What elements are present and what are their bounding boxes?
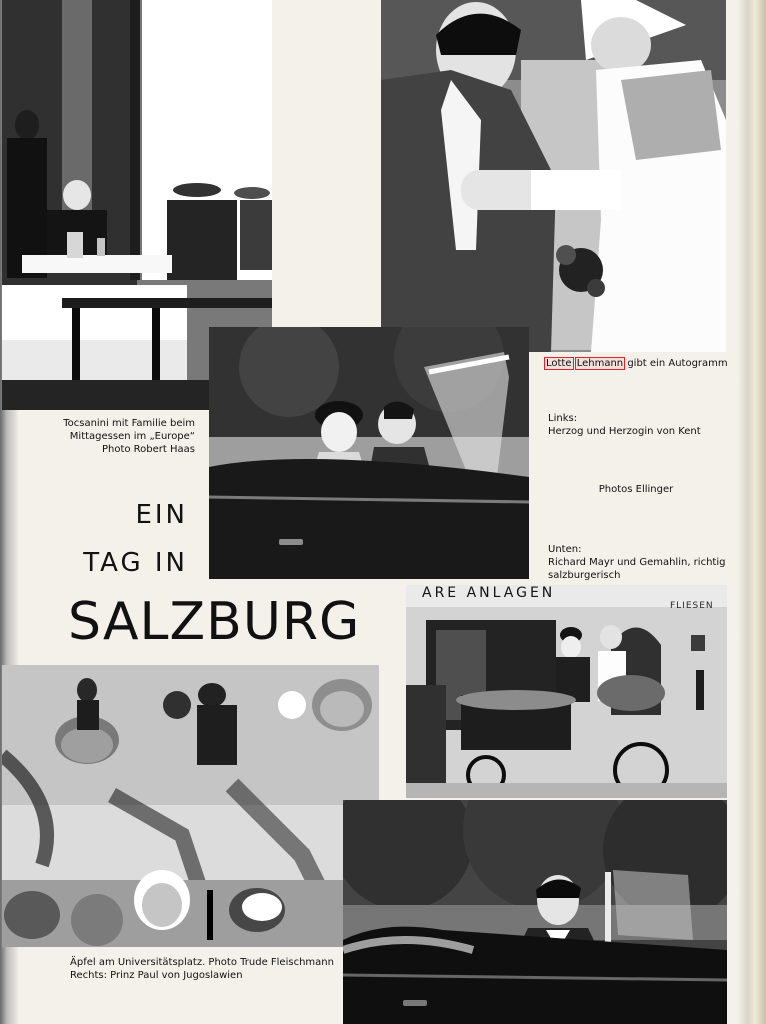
caption-links [548,412,738,438]
shop-sign-right-text: FLIESEN [670,601,714,611]
page-title-salzburg: SALZBURG [68,592,361,652]
caption-lehmann-rest: gibt ein Autogramm [627,358,728,369]
caption-toscanini-line2: Mittagessen im „Europe“ [69,431,195,442]
photo-aepfel-universitaetsplatz [2,665,379,947]
caption-links-text: Herzog und Herzogin von Kent [548,426,701,437]
caption-photos-ellinger: Photos Ellinger [598,484,674,495]
photo-duke-duchess-kent [209,327,529,579]
caption-aepfel-line2: Rechts: Prinz Paul von Jugoslawien [70,970,243,981]
caption-aepfel-line1: Äpfel am Universitätsplatz. Photo Trude Fleischmann [70,957,334,968]
title-line-tag-in: TAG IN [83,548,188,578]
caption-toscanini-credit: Photo Robert Haas [101,444,195,455]
caption-unten-line2: salzburgerisch [548,570,621,581]
caption-lotte-lehmann [545,357,735,370]
photo-lotte-lehmann-autograph [381,0,726,352]
highlight-lotte: Lotte [546,358,572,369]
caption-unten-line1: Richard Mayr und Gemahlin, richtig [548,557,726,568]
photo-richard-mayr-carriage [406,585,727,798]
caption-toscanini [40,417,195,456]
caption-toscanini-line1: Tocsanini mit Familie beim [63,418,195,429]
photo-prinz-paul-jugoslawien [343,800,727,1024]
page-edge [738,0,766,1024]
highlight-lehmann: Lehmann [576,358,624,369]
caption-aepfel [70,956,342,982]
caption-links-label: Links: [548,413,578,424]
caption-unten-label: Unten: [548,544,582,555]
title-line-ein: EIN [135,500,188,530]
caption-unten [548,543,738,582]
shop-sign-text: ARE ANLAGEN [422,585,556,601]
